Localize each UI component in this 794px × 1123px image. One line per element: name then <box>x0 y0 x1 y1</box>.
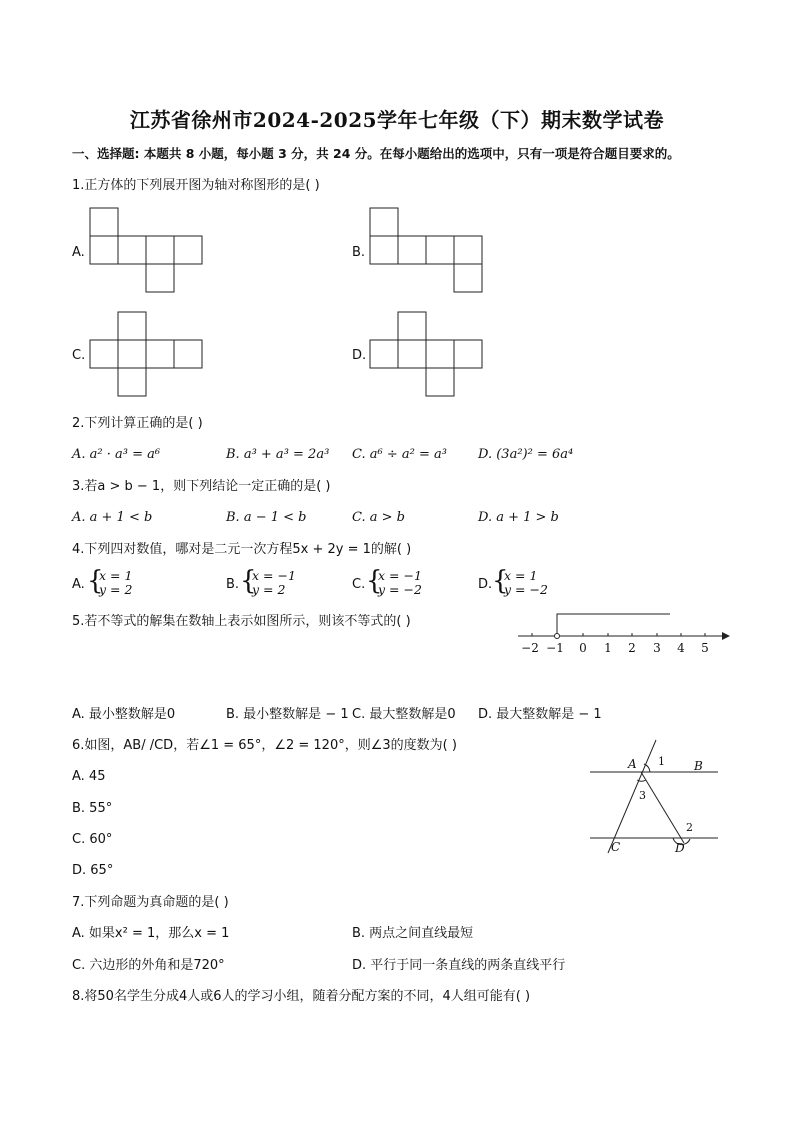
net-b <box>370 208 482 292</box>
q4-d-top: x = 1 <box>504 568 538 583</box>
brace-icon: { <box>240 566 257 596</box>
q4-c-bottom: y = −2 <box>378 582 422 597</box>
q7-option-c: C. 六边形的外角和是720° <box>72 958 225 973</box>
q3-stem: 3.若a > b − 1，则下列结论一定正确的是( ) <box>72 479 331 494</box>
q1-cube-nets <box>0 0 794 420</box>
tick-label: 0 <box>579 641 587 655</box>
tick-label: −1 <box>546 641 564 655</box>
segment-ad <box>641 772 684 843</box>
q4-a-top: x = 1 <box>99 568 133 583</box>
q6-option-a: A. 45 <box>72 769 106 784</box>
q5-option-c: C. 最大整数解是0 <box>352 707 456 722</box>
net-c <box>90 312 202 396</box>
q4-d-bottom: y = −2 <box>504 582 548 597</box>
q6-option-d: D. 65° <box>72 863 114 878</box>
q6-option-c: C. 60° <box>72 832 113 847</box>
q5-option-a: A. 最小整数解是0 <box>72 707 176 722</box>
solution-ray <box>557 614 670 634</box>
q5-stem: 5.若不等式的解集在数轴上表示如图所示，则该不等式的( ) <box>72 614 411 629</box>
q5-option-b: B. 最小整数解是 − 1 <box>226 707 349 722</box>
section-heading: 一、选择题: 本题共 8 小题，每小题 3 分，共 24 分。在每小题给出的选项中，只有一项是符合题目要求的。 <box>72 146 680 161</box>
q6-geometry-figure <box>580 735 730 860</box>
q4-option-c-label: C. <box>352 577 366 592</box>
angle-2-label: 2 <box>686 821 693 834</box>
q4-option-b-label: B. <box>226 577 240 592</box>
q4-option-d-label: D. <box>478 577 493 592</box>
q1-option-a-label: A. <box>72 245 85 260</box>
q8-stem: 8.将50名学生分成4人或6人的学习小组，随着分配方案的不同，4人组可能有( ) <box>72 989 531 1004</box>
q1-option-b-label: B. <box>352 245 366 260</box>
q3-option-a: A. a + 1 < b <box>72 510 153 525</box>
brace-icon: { <box>87 566 104 596</box>
q4-option-a-label: A. <box>72 577 85 592</box>
brace-icon: { <box>492 566 509 596</box>
q4-b-top: x = −1 <box>252 568 296 583</box>
q7-option-d: D. 平行于同一条直线的两条直线平行 <box>352 958 566 973</box>
tick-label: 4 <box>677 641 685 655</box>
exam-title: 江苏省徐州市2024-2025学年七年级（下）期末数学试卷 <box>129 108 665 132</box>
open-endpoint <box>555 634 560 639</box>
tick-label: 3 <box>653 641 661 655</box>
q6-stem: 6.如图，AB/ /CD，若∠1 = 65°，∠2 = 120°，则∠3的度数为( ) <box>72 738 457 753</box>
q5-number-line <box>510 600 735 660</box>
tick-label: 5 <box>701 641 709 655</box>
q3-option-d: D. a + 1 > b <box>478 510 559 525</box>
q2-option-d: D. (3a²)² = 6a⁴ <box>478 447 574 462</box>
point-c-label: C <box>611 840 621 854</box>
q3-option-c: C. a > b <box>352 510 405 525</box>
q6-option-b: B. 55° <box>72 801 113 816</box>
angle-3-arc <box>637 780 646 781</box>
q1-stem: 1.正方体的下列展开图为轴对称图形的是( ) <box>72 178 320 193</box>
q4-stem: 4.下列四对数值，哪对是二元一次方程5x + 2y = 1的解( ) <box>72 542 412 557</box>
net-d <box>370 312 482 396</box>
q4-c-top: x = −1 <box>378 568 422 583</box>
angle-1-label: 1 <box>658 755 665 768</box>
tick-label: −2 <box>521 641 539 655</box>
q7-option-a: A. 如果x² = 1，那么x = 1 <box>72 926 230 941</box>
q2-option-a: A. a² · a³ = a⁶ <box>72 447 161 462</box>
q4-b-bottom: y = 2 <box>252 582 286 597</box>
q5-option-d: D. 最大整数解是 − 1 <box>478 707 602 722</box>
point-d-label: D <box>675 841 685 855</box>
tick-label: 2 <box>628 641 636 655</box>
point-b-label: B <box>694 759 703 773</box>
angle-3-label: 3 <box>639 789 646 802</box>
q7-stem: 7.下列命题为真命题的是( ) <box>72 895 229 910</box>
q3-option-b: B. a − 1 < b <box>226 510 307 525</box>
q1-option-d-label: D. <box>352 348 367 363</box>
q2-option-b: B. a³ + a³ = 2a³ <box>226 447 330 462</box>
point-a-label: A <box>628 757 637 771</box>
tick-label: 1 <box>604 641 612 655</box>
q1-option-c-label: C. <box>72 348 86 363</box>
brace-icon: { <box>366 566 383 596</box>
q2-stem: 2.下列计算正确的是( ) <box>72 416 203 431</box>
axis-arrow-icon <box>722 632 730 640</box>
net-a <box>90 208 202 292</box>
q4-a-bottom: y = 2 <box>99 582 133 597</box>
q7-option-b: B. 两点之间直线最短 <box>352 926 474 941</box>
q2-option-c: C. a⁶ ÷ a² = a³ <box>352 447 447 462</box>
